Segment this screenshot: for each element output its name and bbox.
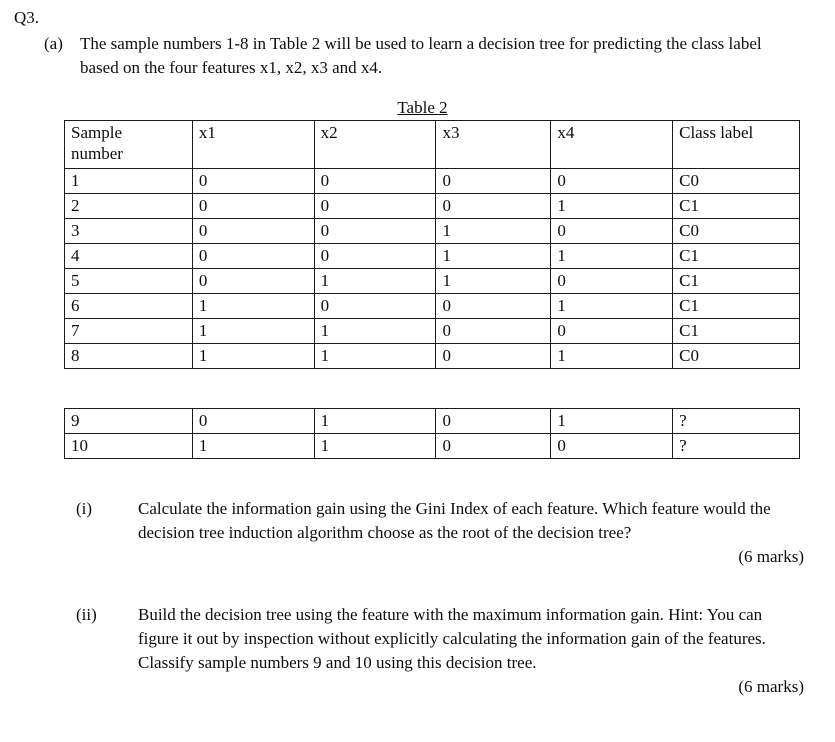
cell-x4: 0 [551,169,673,194]
cell-x1: 1 [192,294,314,319]
cell-x3: 0 [436,319,551,344]
table-row [65,319,800,344]
cell-x2: 0 [314,169,436,194]
sub-question-ii-marker: (ii) [76,605,97,624]
cell-sample: 6 [65,294,193,319]
cell-class: C1 [673,269,800,294]
cell-x3: 0 [436,409,551,434]
cell-x4: 1 [551,409,673,434]
cell-x2: 0 [314,194,436,219]
cell-x2: 1 [314,269,436,294]
cell-x2: 0 [314,219,436,244]
sub-question-i-text: Calculate the information gain using the Gini Index of each feature. Which feature would the decision tree induction algorithm choose as the root of the decision tree? [138,499,771,542]
question-part-a [44,32,804,80]
table-row [65,219,800,244]
cell-sample: 2 [65,194,193,219]
sub-question-ii-text-line2: Classify sample numbers 9 and 10 using this decision tree. [138,653,537,672]
cell-x1: 0 [192,409,314,434]
cell-sample: 9 [65,409,193,434]
cell-sample: 4 [65,244,193,269]
column-header-x3: x3 [436,121,551,169]
cell-class: C1 [673,319,800,344]
sub-question-ii-text-line1: Build the decision tree using the feature with the maximum information gain. Hint: You can figure it out by inspection without explicitly calculating the information gain of the features. [138,605,766,648]
cell-x4: 0 [551,219,673,244]
table-row [65,244,800,269]
table-row [65,194,800,219]
cell-x2: 1 [314,344,436,369]
cell-x3: 0 [436,434,551,459]
cell-sample: 5 [65,269,193,294]
table-caption-text: Table 2 [397,98,448,117]
column-header-class-label: Class label [673,121,800,169]
cell-x1: 0 [192,194,314,219]
unlabeled-samples-table [64,408,800,459]
cell-class: ? [673,434,800,459]
sub-question-i [76,497,806,569]
cell-x4: 1 [551,294,673,319]
column-header-sample-number [65,121,193,169]
cell-x2: 1 [314,434,436,459]
cell-sample: 7 [65,319,193,344]
cell-x4: 1 [551,244,673,269]
table-row [65,434,800,459]
cell-sample: 8 [65,344,193,369]
cell-x4: 0 [551,434,673,459]
cell-x2: 0 [314,244,436,269]
cell-class: C0 [673,169,800,194]
sub-question-ii-marks: (6 marks) [738,677,804,696]
part-a-text: The sample numbers 1-8 in Table 2 will be used to learn a decision tree for predicting the class label based on the four features x1, x2, x3 and x4. [80,34,762,77]
cell-x1: 1 [192,434,314,459]
cell-x3: 0 [436,194,551,219]
table-row [65,409,800,434]
cell-x1: 1 [192,319,314,344]
cell-x1: 0 [192,169,314,194]
cell-class: C0 [673,344,800,369]
cell-class: ? [673,409,800,434]
cell-class: C1 [673,294,800,319]
cell-x1: 1 [192,344,314,369]
cell-x3: 0 [436,294,551,319]
column-header-x2: x2 [314,121,436,169]
sub-question-ii-body [138,603,804,699]
table-row [65,344,800,369]
table-caption [0,98,835,118]
cell-x3: 0 [436,169,551,194]
cell-x3: 1 [436,244,551,269]
cell-x4: 1 [551,194,673,219]
column-header-sample-line2: number [71,144,123,163]
cell-x3: 1 [436,219,551,244]
cell-sample: 10 [65,434,193,459]
cell-x1: 0 [192,269,314,294]
column-header-x4: x4 [551,121,673,169]
sub-question-ii [76,603,806,699]
column-header-x1: x1 [192,121,314,169]
cell-sample: 3 [65,219,193,244]
table-row [65,169,800,194]
column-header-sample-line1: Sample [71,123,122,142]
cell-x2: 0 [314,294,436,319]
cell-x4: 0 [551,319,673,344]
cell-x3: 0 [436,344,551,369]
samples-table [64,120,800,369]
sub-question-i-body [138,497,804,569]
cell-x4: 0 [551,269,673,294]
cell-x4: 1 [551,344,673,369]
cell-sample: 1 [65,169,193,194]
cell-x1: 0 [192,244,314,269]
sub-question-i-marker: (i) [76,499,93,518]
cell-x2: 1 [314,319,436,344]
cell-x2: 1 [314,409,436,434]
cell-class: C0 [673,219,800,244]
cell-class: C1 [673,194,800,219]
sub-question-i-marks: (6 marks) [738,547,804,566]
part-a-marker: (a) [44,34,63,53]
table-row [65,294,800,319]
cell-class: C1 [673,244,800,269]
cell-x1: 0 [192,219,314,244]
table-row [65,269,800,294]
cell-x3: 1 [436,269,551,294]
table-header-row [65,121,800,169]
question-number: Q3. [14,8,40,27]
